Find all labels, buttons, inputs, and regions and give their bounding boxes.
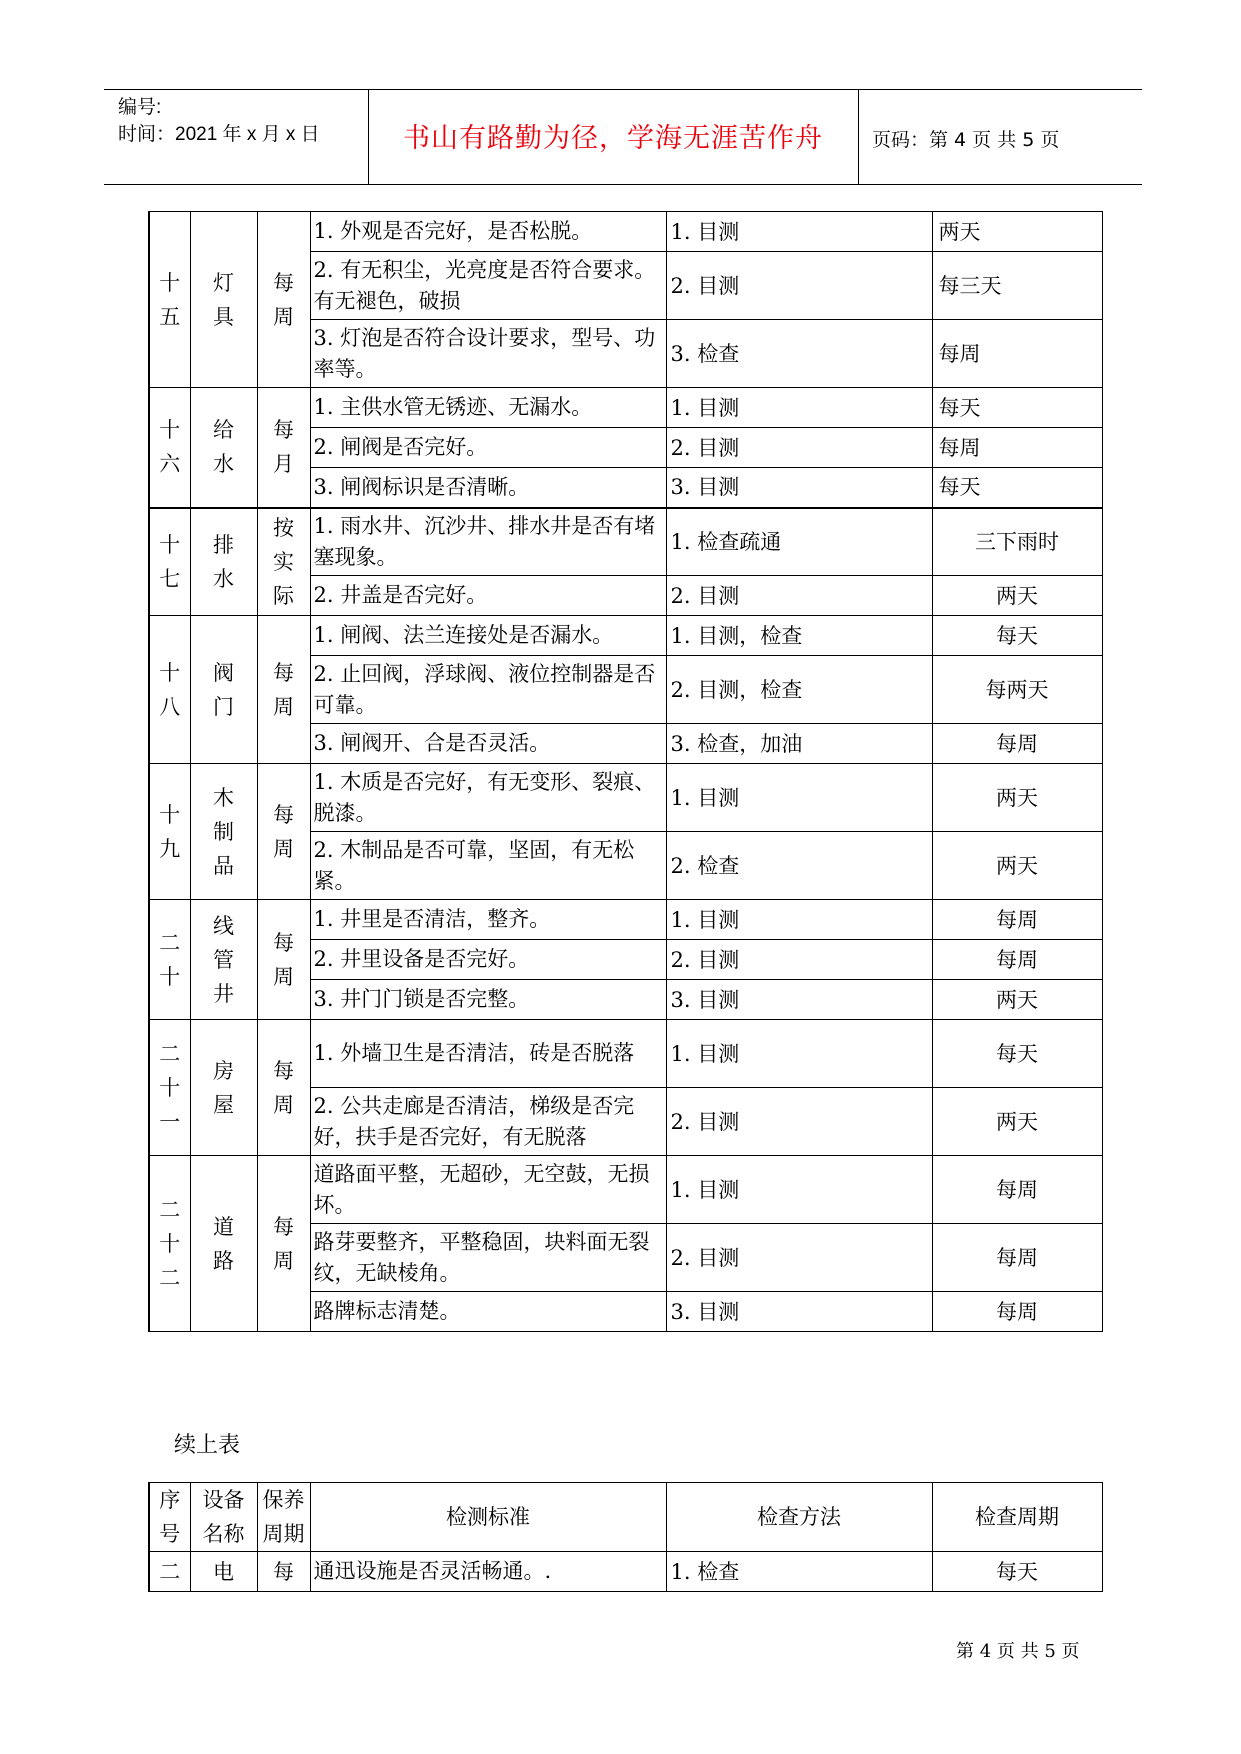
period-cell: 每周 — [932, 1292, 1102, 1332]
standard-cell: 2. 有无积尘，光亮度是否符合要求。有无褪色，破损 — [310, 252, 666, 320]
period-cell: 每周 — [932, 724, 1102, 764]
period-cell: 每周 — [932, 1156, 1102, 1224]
standard-cell: 路芽要整齐，平整稳固，块料面无裂纹，无缺棱角。 — [310, 1224, 666, 1292]
continued-table — [148, 1482, 1103, 1592]
period-cell: 每天 — [932, 1020, 1102, 1088]
method-cell: 1. 目测 — [666, 764, 932, 832]
header-period: 检查周期 — [932, 1483, 1102, 1552]
cycle-cell: 每 — [257, 1552, 310, 1592]
method-cell: 2. 目测 — [666, 940, 932, 980]
method-cell: 2. 目测 — [666, 1224, 932, 1292]
maintenance-table — [148, 211, 1103, 1332]
standard-cell: 3. 闸阀标识是否清晰。 — [310, 468, 666, 508]
seq-cell: 二 十 — [149, 900, 190, 1020]
cycle-cell: 每 周 — [257, 764, 310, 900]
standard-cell: 1. 外观是否完好，是否松脱。 — [310, 212, 666, 252]
standard-cell: 2. 井里设备是否完好。 — [310, 940, 666, 980]
table-row — [149, 212, 1102, 252]
method-cell: 1. 目测 — [666, 900, 932, 940]
cycle-cell: 每 周 — [257, 900, 310, 1020]
standard-cell: 3. 井门门锁是否完整。 — [310, 980, 666, 1020]
method-cell: 2. 目测 — [666, 1088, 932, 1156]
period-cell: 每两天 — [932, 656, 1102, 724]
period-cell: 每天 — [932, 388, 1102, 428]
standard-cell: 1. 外墙卫生是否清洁，砖是否脱落 — [310, 1020, 666, 1088]
period-cell: 每周 — [932, 1224, 1102, 1292]
page-footer: 第 4 页 共 5 页 — [956, 1641, 1080, 1662]
table-header-row — [149, 1483, 1102, 1552]
period-cell: 每周 — [932, 428, 1102, 468]
seq-cell: 二 十 一 — [149, 1020, 190, 1156]
period-cell: 三下雨时 — [932, 508, 1102, 576]
table-row — [149, 508, 1102, 576]
header-motto: 书山有路勤为径，学海无涯苦作舟 — [403, 123, 823, 154]
method-cell: 1. 目测 — [666, 388, 932, 428]
page-header — [104, 89, 1142, 185]
continued-label: 续上表 — [174, 1433, 241, 1458]
standard-cell: 1. 闸阀、法兰连接处是否漏水。 — [310, 616, 666, 656]
method-cell: 1. 检查疏通 — [666, 508, 932, 576]
period-cell: 每周 — [932, 940, 1102, 980]
device-cell: 电 — [190, 1552, 257, 1592]
table-row — [149, 616, 1102, 656]
device-cell: 灯 具 — [190, 212, 257, 388]
method-cell: 1. 目测 — [666, 212, 932, 252]
period-cell: 每天 — [932, 468, 1102, 508]
table-row — [149, 764, 1102, 832]
standard-cell: 3. 闸阀开、合是否灵活。 — [310, 724, 666, 764]
cycle-cell: 每 周 — [257, 1020, 310, 1156]
method-cell: 3. 目测 — [666, 1292, 932, 1332]
device-cell: 线 管 井 — [190, 900, 257, 1020]
standard-cell: 1. 井里是否清洁，整齐。 — [310, 900, 666, 940]
cycle-cell: 每 周 — [257, 212, 310, 388]
method-cell: 1. 目测，检查 — [666, 616, 932, 656]
device-cell: 房 屋 — [190, 1020, 257, 1156]
header-device: 设备 名称 — [190, 1483, 257, 1552]
method-cell: 2. 目测，检查 — [666, 656, 932, 724]
cycle-cell: 按 实 际 — [257, 508, 310, 616]
standard-cell: 2. 闸阀是否完好。 — [310, 428, 666, 468]
table-row — [149, 1552, 1102, 1592]
standard-cell: 2. 公共走廊是否清洁，梯级是否完好，扶手是否完好，有无脱落 — [310, 1088, 666, 1156]
seq-cell: 十 九 — [149, 764, 190, 900]
period-cell: 两天 — [932, 212, 1102, 252]
maintenance-table-body — [149, 212, 1102, 1332]
seq-cell: 十 七 — [149, 508, 190, 616]
method-cell: 1. 目测 — [666, 1156, 932, 1224]
cycle-cell: 每 周 — [257, 616, 310, 764]
period-cell: 两天 — [932, 832, 1102, 900]
period-cell: 每天 — [932, 1552, 1102, 1592]
period-cell: 每周 — [932, 900, 1102, 940]
period-cell: 两天 — [932, 764, 1102, 832]
header-divider — [858, 90, 859, 184]
method-cell: 1. 目测 — [666, 1020, 932, 1088]
table-row — [149, 1156, 1102, 1224]
method-cell: 2. 目测 — [666, 428, 932, 468]
period-cell: 两天 — [932, 576, 1102, 616]
method-cell: 3. 目测 — [666, 980, 932, 1020]
device-cell: 木 制 品 — [190, 764, 257, 900]
header-meta — [118, 94, 320, 148]
seq-cell: 十 六 — [149, 388, 190, 508]
table-row — [149, 1020, 1102, 1088]
cycle-cell: 每 周 — [257, 1156, 310, 1332]
standard-cell: 2. 木制品是否可靠，坚固，有无松紧。 — [310, 832, 666, 900]
period-cell: 每周 — [932, 320, 1102, 388]
standard-cell: 3. 灯泡是否符合设计要求，型号、功率等。 — [310, 320, 666, 388]
device-cell: 道 路 — [190, 1156, 257, 1332]
period-cell: 两天 — [932, 1088, 1102, 1156]
standard-cell: 1. 主供水管无锈迹、无漏水。 — [310, 388, 666, 428]
doc-time-label: 时间：2021 年 x 月 x 日 — [118, 124, 320, 145]
header-method: 检查方法 — [666, 1483, 932, 1552]
method-cell: 2. 目测 — [666, 252, 932, 320]
device-cell: 排 水 — [190, 508, 257, 616]
device-cell: 阀 门 — [190, 616, 257, 764]
header-seq: 序 号 — [149, 1483, 190, 1552]
standard-cell: 路牌标志清楚。 — [310, 1292, 666, 1332]
method-cell: 2. 检查 — [666, 832, 932, 900]
standard-cell: 通迅设施是否灵活畅通。. — [310, 1552, 666, 1592]
table-row — [149, 900, 1102, 940]
device-cell: 给 水 — [190, 388, 257, 508]
method-cell: 3. 目测 — [666, 468, 932, 508]
standard-cell: 1. 雨水井、沉沙井、排水井是否有堵塞现象。 — [310, 508, 666, 576]
cycle-cell: 每 月 — [257, 388, 310, 508]
table-row — [149, 388, 1102, 428]
seq-cell: 十 五 — [149, 212, 190, 388]
seq-cell: 二 十 二 — [149, 1156, 190, 1332]
method-cell: 1. 检查 — [666, 1552, 932, 1592]
header-page-number: 页码：第 4 页 共 5 页 — [872, 129, 1060, 151]
period-cell: 每天 — [932, 616, 1102, 656]
standard-cell: 2. 止回阀，浮球阀、液位控制器是否可靠。 — [310, 656, 666, 724]
doc-number-label: 编号: — [118, 97, 162, 118]
standard-cell: 道路面平整，无超砂，无空鼓，无损坏。 — [310, 1156, 666, 1224]
period-cell: 每三天 — [932, 252, 1102, 320]
method-cell: 3. 检查 — [666, 320, 932, 388]
header-cycle: 保养 周期 — [257, 1483, 310, 1552]
seq-cell: 十 八 — [149, 616, 190, 764]
period-cell: 两天 — [932, 980, 1102, 1020]
standard-cell: 1. 木质是否完好，有无变形、裂痕、脱漆。 — [310, 764, 666, 832]
header-standard: 检测标准 — [310, 1483, 666, 1552]
method-cell: 3. 检查，加油 — [666, 724, 932, 764]
seq-cell: 二 — [149, 1552, 190, 1592]
method-cell: 2. 目测 — [666, 576, 932, 616]
standard-cell: 2. 井盖是否完好。 — [310, 576, 666, 616]
